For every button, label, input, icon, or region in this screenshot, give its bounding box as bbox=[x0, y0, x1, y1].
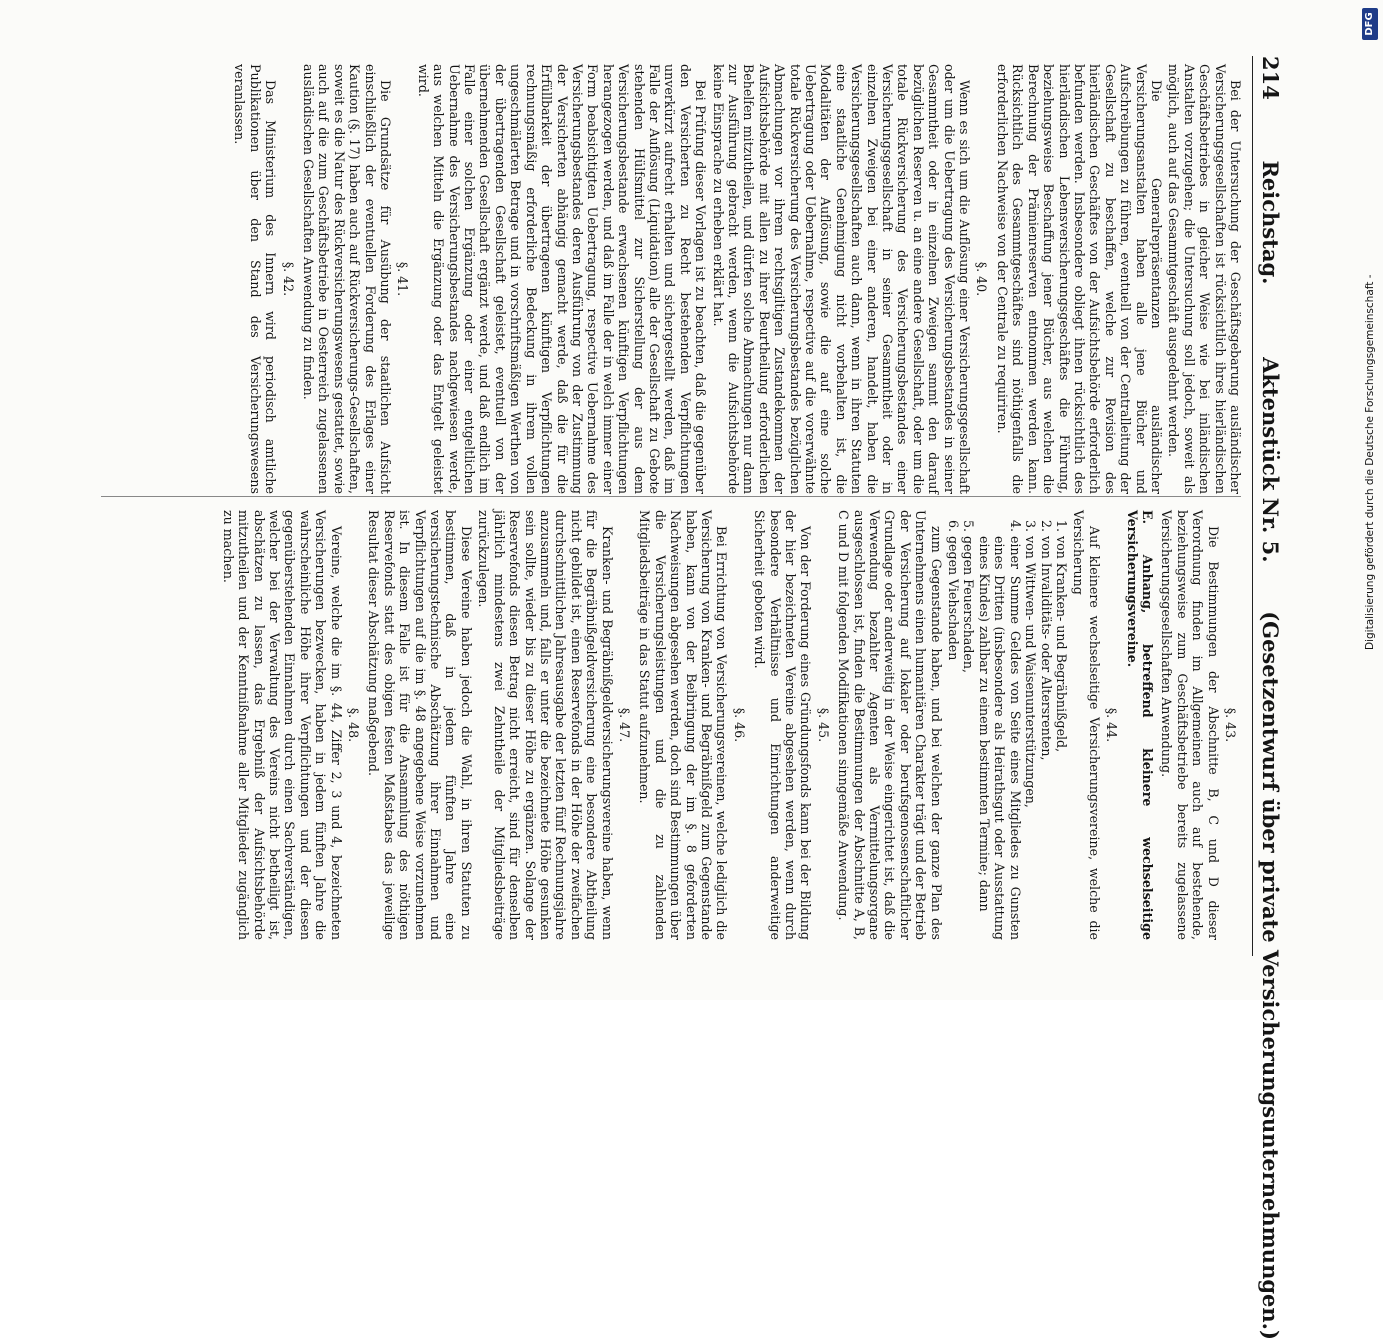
paragraph: Von der Forderung eines Gründungsfonds kann bei der Bildung der hier bezeichneten Vereine abgesehen werden, wenn durch besondere Verhältnisse und Einrichtungen anderweitige Sicherheit geboten wird. bbox=[752, 510, 814, 940]
section-heading-48: §. 48. bbox=[346, 707, 362, 743]
list-item: 4. einer Summe Geldes von Seite eines Mitgliedes zu Gunsten eines Dritten (insbesondere als Heirathsgut oder Ausstattung eines Kindes) zahlbar zu einem bestimmten Termine; dann bbox=[977, 536, 1023, 940]
header-aktenstueck: Aktenstück Nr. 5. bbox=[1258, 357, 1283, 563]
paragraph: Bei der Untersuchung der Geschäftsgebarung ausländischer Versicherungsgesellschaften ist rücksichtlich ihres hierländischen Geschäftsbetriebes in gleicher Weise wie bei inländischen Anstalten vorzugehen; die Untersuchung soll jedoch, soweit als möglich, auch auf das Gesammtgeschäft ausgedehnt werden. bbox=[1166, 64, 1243, 494]
digitization-credit bbox=[1363, 150, 1377, 650]
paragraph: Die Bestimmungen der Abschnitte B, C und D dieser Verordnung finden im Allgemeinen auch auf bestehende, beziehungsweise zum Geschäftsbetriebe bereits zugelassene Versicherungsgesellschaften Anwendung. bbox=[1159, 510, 1221, 940]
section-heading-47: §. 47. bbox=[616, 707, 632, 743]
section-heading-44: §. 44. bbox=[1104, 707, 1120, 743]
header-title: (Gesetzentwurf über private Versicherungsunternehmungen.) bbox=[1258, 611, 1283, 1340]
left-column bbox=[93, 64, 1243, 494]
paragraph: Die Generalrepräsentanzen ausländischer Versicherungsanstalten haben alle jene Bücher und Aufschreibungen zu führen, eventuell von der Centralleitung der Gesellschaft zu beschaffen, welche zur Revision des hierländischen Geschäftes von der Aufsichtsbehörde erforderlich befunden werden. Insbesondere obliegt ihnen rücksichtlich des hierländischen Lebensversicherungsgeschäftes die Führung, beziehungsweise Beschaffung jener Bücher, aus welchen die Berechnung der Prämienreserven entnommen werden kann. Rücksichtlich des Gesammtgeschäftes sind nöthigenfalls die erforderlichen Nachweise von der Centrale zu requiriren. bbox=[994, 64, 1164, 494]
paragraph: Kranken- und Begräbnißgeldversicherungsvereine haben, wenn für die Begräbnißgeldversicherung eine besondere Abtheilung nicht gebildet ist, einen Reservefonds in der Höhe der zweifachen durchschnittlichen Jahresausgabe der letzten fünf Rechnungsjahre anzusammeln und, falls er unter die bezeichnete Höhe gesunken sein sollte, wieder bis zu dieser Höhe zu ergänzen. Solange der Reservefonds diesen Betrag nicht erreicht, sind für denselben jährlich mindestens zwei Zehntheile der Mitgliedsbeiträge zurückzulegen. bbox=[476, 510, 615, 940]
paragraph: Vereine, welche die im §. 44, Ziffer 2, 3 und 4, bezeichneten Versicherungen bezwecken, haben in jedem fünften Jahre die wahrscheinliche Höhe ihrer Verpflichtungen und der diesen gegenüberstehenden Einnahmen durch einen Sachverständigen, welcher bei der Verwaltung des Vereins nicht betheiligt ist, abschätzen zu lassen, das Ergebniß der Aufsichtsbehörde mitzutheilen und der Kenntnißnahme aller Mitglieder zugänglich zu machen. bbox=[220, 510, 344, 940]
paragraph: Bei Errichtung von Versicherungsvereinen, welche lediglich die Versicherung von Kranken- und Begräbnißgeld zum Gegenstande haben, kann von der Beibringung der im §. 8 geforderten Nachweisungen abgesehen werden, doch sind Bestimmungen über die Versicherungsleistungen und die zu zahlenden Mitgliedsbeiträge in das Statut aufzunehmen. bbox=[637, 510, 730, 940]
page-number: 214 bbox=[1258, 56, 1283, 100]
appendix-heading-e: E. Anhang, betreffend kleinere wechselseitige Versicherungsvereine. bbox=[1124, 510, 1155, 940]
paragraph: Bei Prüfung dieser Vorlagen ist zu beachten, daß die gegenüber den Versicherten zu Recht bestehenden Verpflichtungen unverkürzt aufrecht erhalten und sichergestellt werden, daß im Falle der Auflösung (Liquidation) alle der Gesellschaft zu Gebote stehenden Hülfsmittel zur Sicherstellung der aus dem Versicherungsbestande erwachsenen künftigen Verpflichtungen herangezogen werden, und daß im Falle der in welch immer einer Form beabsichtigten Uebertragung, respective Uebernahme des Versicherungsbestandes deren Ausführung von der Zustimmung der Versicherten abhängig gemacht werde, daß die für die Erfüllbarkeit der übertragenen künftigen Verpflichtungen rechnungsmäßig erforderliche Bedeckung in ihrem vollen ungeschmälerten Betrage und in vorschriftsmäßigen Werthen von der übertragenden Gesellschaft geleistet, eventuell von der übernehmenden Gesellschaft ergänzt werde, und daß endlich im Falle einer solchen Ergänzung oder einer entgeltlichen Uebernahme des Versicherungsbestandes nachgewiesen werde, aus welchen Mitteln die Ergänzung oder das Entgelt geleistet wird. bbox=[415, 64, 709, 494]
list-item: 6. gegen Viehschaden bbox=[946, 536, 961, 940]
paragraph: Wenn es sich um die Auflösung einer Versicherungsgesellschaft oder um die Uebertragung des Versicherungsbestandes in seiner Gesammtheit oder in einzelnen Zweigen sammt den darauf bezüglichen Reserven u. an eine andere Gesellschaft, oder um die totale Rückversicherung des Versicherungsbestandes einer Versicherungsgesellschaft in seiner Gesammtheit oder in einzelnen Zweigen bei einer anderen, handelt, haben die Versicherungsgesellschaften auch dann, wenn in ihren Statuten eine staatliche Genehmigung nicht vorbehalten ist, die Modalitäten der Auflösung, sowie die auf eine solche Uebertragung oder Uebernahme, respective auf die vorerwähnte totale Rückversicherung des Versicherungsbestandes bezüglichen Abmachungen vor ihrem rechtsgiltigen Zustandekommen der Aufsichtsbehörde mit allen zu ihrer Beurtheilung erforderlichen Behelfen mitzutheilen, und dürfen solche Abmachungen nur dann zur Ausführung gebracht werden, wenn die Aufsichtsbehörde keine Einsprache zu erheben erklärt hat. bbox=[710, 64, 973, 494]
paragraph: zum Gegenstande haben, und bei welchen der ganze Plan des Unternehmens einen humanitären Charakter trägt und der Betrieb der Versicherung auf lokaler oder berufsgenossenschaftlicher Grundlage oder anderweitig in der Weise eingerichtet ist, daß die Verwendung bezahlter Agenten als Vermittelungsorgane ausgeschlossen ist, finden die Bestimmungen der Abschnitte A, B, C und D mit folgenden Modifikationen sinngemäße Anwendung. bbox=[836, 510, 944, 940]
right-column bbox=[93, 510, 1243, 940]
column-divider bbox=[101, 496, 1241, 497]
dfg-logo-label: DFG bbox=[1364, 12, 1375, 36]
paragraph: Diese Vereine haben jedoch die Wahl, in ihren Statuten zu bestimmen, daß in jedem fünften Jahre eine versicherungstechnische Abschätzung ihrer Einnahmen und Verpflichtungen auf die im §. 48 angegebene Weise vorzunehmen ist. In diesem Falle ist für die Ansammlung des nöthigen Reservefonds statt des obigen festen Maßstabes das jeweilige Resultat dieser Abschätzung maßgebend. bbox=[366, 510, 474, 940]
section-heading-41: §. 41. bbox=[395, 261, 411, 297]
section-heading-45: §. 45. bbox=[815, 707, 831, 743]
section-heading-43: §. 43. bbox=[1223, 707, 1238, 743]
header-reichstag: Reichstag. bbox=[1258, 160, 1283, 285]
printed-page-rotated bbox=[25, 0, 1345, 1340]
paragraph: Auf kleinere wechselseitige Versicherungsvereine, welche die Versicherung bbox=[1071, 510, 1102, 940]
section-heading-40: §. 40. bbox=[974, 261, 990, 297]
section-heading-42: §. 42. bbox=[280, 261, 296, 297]
page-header bbox=[1252, 56, 1283, 1340]
insurance-type-list bbox=[946, 536, 1069, 940]
paragraph: Das Ministerium des Innern wird periodisch amtliche Publikationen über den Stand des Versicherungswesens veranlassen. bbox=[232, 64, 279, 494]
paragraph: Die Grundsätze für Ausübung der staatlichen Aufsicht einschließlich der eventuellen Forderung des Erlages einer Kaution (§. 17) haben auch auf Rückversicherungs-Gesellschaften, soweit es die Natur des Rückversicherungswesens gestattet, sowie auch auf die zum Geschäftsbetriebe in Oesterreich zugelassenen ausländischen Gesellschaften Anwendung zu finden. bbox=[301, 64, 394, 494]
list-item: 2. von Invaliditäts- oder Altersrenten, bbox=[1038, 536, 1053, 940]
section-heading-46: §. 46. bbox=[731, 707, 747, 743]
dfg-logo bbox=[1362, 8, 1378, 40]
list-item: 3. von Wittwen- und Waisenunterstützungen, bbox=[1023, 536, 1038, 940]
digitization-credit-text: Digitalisierung gefördert durch die Deutsche Forschungsgemeinschaft - bbox=[1364, 274, 1376, 650]
list-item: 1. von Kranken- und Begräbnißgeld, bbox=[1054, 536, 1069, 940]
list-item: 5. gegen Feuerschaden, bbox=[961, 536, 976, 940]
